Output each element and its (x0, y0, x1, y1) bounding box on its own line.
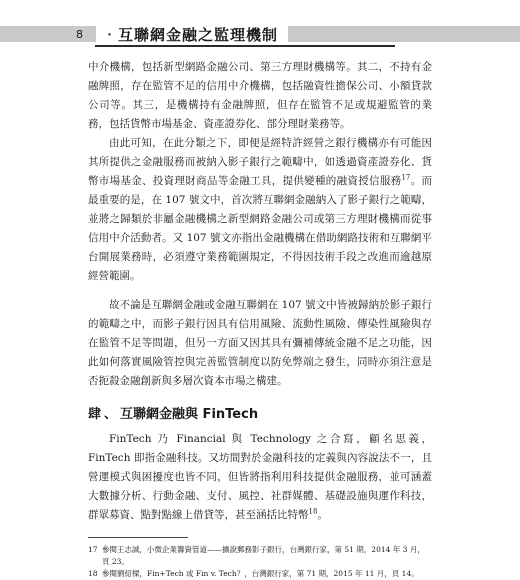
footnote-ref-18[interactable]: 18 (308, 507, 318, 516)
footnote-text: 參閱劉紹樑，Fin+Tech 或 Fin v. Tech？，台灣銀行家，第 71 期，2015 年 11 月，頁 14。 (102, 569, 419, 578)
paragraph-2 (88, 134, 432, 286)
section-separator: 、 (104, 407, 118, 422)
section-heading (88, 403, 432, 422)
footnote-ref-17[interactable]: 17 (401, 173, 411, 182)
page-number: 8 (76, 28, 83, 41)
paragraph-4-part-a: FinTech 乃 Financial 與 Technology 之合寫，顧名思義，FinTech 即指金融科技。又坊間對於金融科技的定義與內容說法不一，且營運模式與困擾度也皆不同，但皆將指利用科技提供金融服務，並可涵蓋大數據分析、行動金融、支付、風控、社群媒體、基礎設施與運作科技，群眾募資、點對點線上借貸等，甚至涵括比特幣 (88, 433, 432, 521)
footnote-number: 18 (88, 569, 98, 578)
footnotes (88, 544, 432, 580)
paragraph-2-part-b: 。而最重要的是，在 107 號文中，首次將互聯網金融納入了影子銀行之範疇，並將之歸類於非屬金融機構之新型網路金融公司或第三方理財機構而從事信用中介活動者。又 107 號文亦指出金融機構在借助網路技術和互聯網平台開展業務時，必須遵守業務範圍規定，不得因技術手段之改進而逾越原經營範圍。 (88, 175, 433, 282)
paragraph-4-part-b: 。 (317, 509, 328, 521)
section-title: 互聯網金融與 FinTech (120, 407, 259, 422)
footnote-text: 參閱王志誠，小微企業籌資管道——擴說郵務影子銀行，台灣銀行家，第 51 期，2014 年 3 月，頁 23。 (102, 545, 425, 566)
running-header (0, 0, 520, 58)
paragraph-1: 中介機構，包括新型網路金融公司、第三方理財機構等。其二，不持有金融牌照，存在監管不足的信用中介機構，包括融資性擔保公司、小額貸款公司等。其三，是機構持有金融牌照，但存在監管不足或規避監管的業務，包括貨幣市場基金、資產證券化、部分理財業務等。 (88, 61, 432, 130)
page-body (88, 58, 432, 580)
footnote-17 (88, 544, 432, 568)
footnote-divider (88, 537, 188, 538)
footnote-18 (88, 568, 432, 580)
paragraph-3: 故不論是互聯網金融或金融互聯網在 107 號文中皆被歸納於影子銀行的範疇之中，而影子銀行因具有信用風險、流動性風險、傳染性風險與存在監管不足等問題，但另一方面又因其具有彌補傳統金融不足之功能，因此如何落實風險管控與完善監管制度以防免弊端之發生，同時亦須注意是否扼殺金融創新與多層次資本市場之構建。 (88, 299, 432, 387)
header-rule (95, 45, 395, 47)
paragraph-4 (88, 430, 432, 525)
footnote-number: 17 (88, 545, 98, 554)
book-title: ‧互聯網金融之監理機制 (96, 22, 288, 47)
paragraph-2-part-a: 由此可知，在此分類之下，即便是經特許經營之銀行機構亦有可能因其所提供之金融服務而被納入影子銀行之範疇中，如透過資產證券化、貨幣市場基金、投資理財商品等金融工具，提供變種的融資授信服務 (88, 137, 432, 187)
section-number: 肆 (88, 407, 102, 422)
